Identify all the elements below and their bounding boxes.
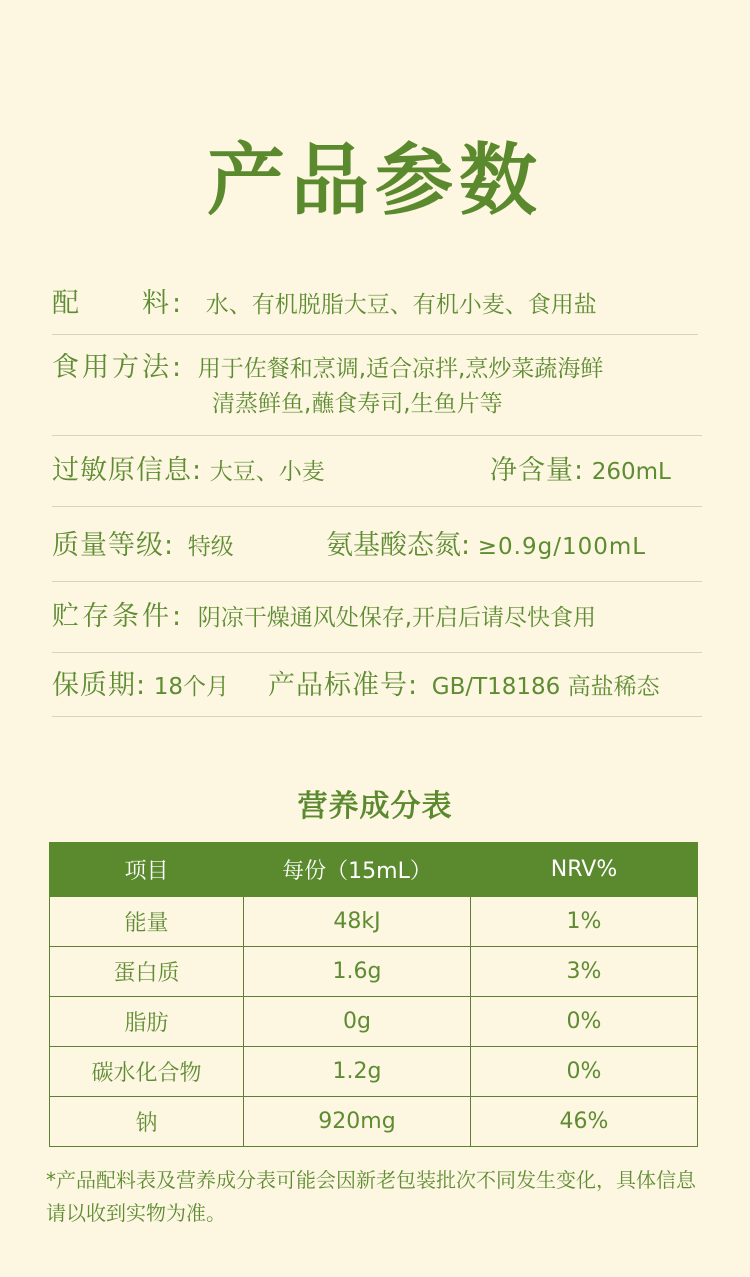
nutrient-nrv: 3% — [471, 947, 698, 997]
table-row — [50, 897, 698, 947]
grade-label: 质量等级: — [52, 530, 175, 561]
header-nrv: NRV% — [471, 843, 698, 897]
shelf-life-label: 保质期: — [52, 670, 147, 701]
divider — [52, 435, 702, 436]
nutrient-amount: 1.6g — [244, 947, 471, 997]
nutrient-amount: 1.2g — [244, 1047, 471, 1097]
amino-nitrogen-value: ≥0.9g/100mL — [477, 534, 647, 560]
usage-label: 食用方法: — [52, 352, 185, 383]
table-row — [50, 997, 698, 1047]
nutrient-nrv: 1% — [471, 897, 698, 947]
usage-row-2 — [212, 385, 692, 422]
header-per-serving: 每份（15mL） — [244, 843, 471, 897]
net-content-label: 净含量: — [490, 455, 585, 486]
table-row — [50, 947, 698, 997]
nutrition-table — [49, 842, 698, 1147]
divider — [52, 652, 702, 653]
nutrition-title: 营养成分表 — [297, 789, 453, 824]
shelf-life-value: 18个月 — [153, 674, 230, 700]
table-row — [50, 1097, 698, 1147]
nutrient-name: 能量 — [50, 897, 244, 947]
storage-label: 贮存条件: — [52, 601, 185, 632]
net-content-value: 260mL — [591, 459, 671, 485]
storage-value: 阴凉干燥通风处保存,开启后请尽快食用 — [197, 605, 597, 631]
allergen-label: 过敏原信息: — [52, 455, 203, 486]
header-item: 项目 — [50, 843, 244, 897]
nutrient-amount: 0g — [244, 997, 471, 1047]
divider — [52, 334, 698, 335]
nutrient-amount: 48kJ — [244, 897, 471, 947]
page-title: 产品参数 — [206, 135, 543, 226]
nutrient-nrv: 46% — [471, 1097, 698, 1147]
amino-nitrogen-label: 氨基酸态氮: — [326, 530, 471, 561]
nutrient-nrv: 0% — [471, 1047, 698, 1097]
allergen-value: 大豆、小麦 — [209, 459, 325, 485]
nutrient-name: 脂肪 — [50, 997, 244, 1047]
ingredients-row — [52, 286, 702, 323]
nutrient-name: 钠 — [50, 1097, 244, 1147]
grade-value: 特级 — [187, 534, 234, 560]
footnote: *产品配料表及营养成分表可能会因新老包装批次不同发生变化，具体信息请以收到实物为准。 — [46, 1168, 696, 1225]
nutrient-nrv: 0% — [471, 997, 698, 1047]
nutrition-header-row — [50, 843, 698, 897]
nutrient-amount: 920mg — [244, 1097, 471, 1147]
table-row — [50, 1047, 698, 1097]
ingredients-label: 配 料: — [52, 288, 185, 319]
storage-row — [52, 599, 702, 636]
divider — [52, 506, 702, 507]
standard-value: GB/T18186 高盐稀态 — [431, 674, 660, 700]
net-content-row — [490, 453, 702, 490]
standard-row — [268, 668, 702, 705]
divider — [52, 716, 702, 717]
amino-nitrogen-row — [326, 528, 702, 565]
usage-value-line1: 用于佐餐和烹调,适合凉拌,烹炒菜蔬海鲜 — [197, 356, 604, 382]
usage-value-line2: 清蒸鲜鱼,蘸食寿司,生鱼片等 — [212, 391, 503, 417]
usage-row — [52, 350, 702, 387]
nutrient-name: 蛋白质 — [50, 947, 244, 997]
nutrient-name: 碳水化合物 — [50, 1047, 244, 1097]
ingredients-value: 水、有机脱脂大豆、有机小麦、食用盐 — [205, 292, 597, 318]
divider — [52, 581, 702, 582]
standard-label: 产品标准号: — [268, 670, 419, 701]
